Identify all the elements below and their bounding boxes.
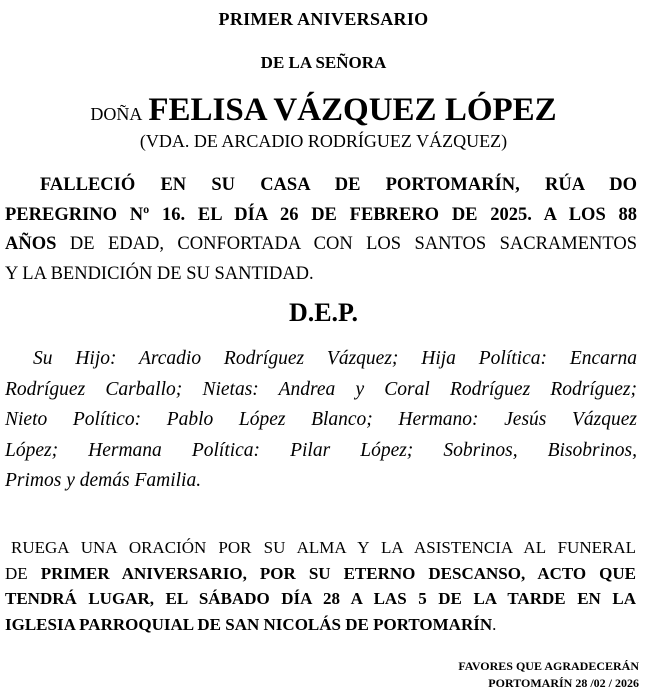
request-line: TENDRÁ LUGAR, EL SÁBADO DÍA 28 A LAS 5 DE LA TARDE EN LA (5, 589, 636, 608)
request-end: . (492, 614, 497, 634)
deceased-name-line (0, 90, 647, 134)
dep-heading: D.E.P. (288, 298, 359, 327)
death-notice-line (5, 230, 637, 260)
request-line: RUEGA UNA ORACIÓN POR SU ALMA Y LA ASISTENCIA AL FUNERAL (11, 538, 636, 557)
funeral-request-paragraph (5, 535, 636, 637)
family-line: Nieto Político: Pablo López Blanco; Hermano: Jesús Vázquez (5, 409, 637, 430)
family-line: Su Hijo: Arcadio Rodríguez Vázquez; Hija Política: Encarna (33, 348, 637, 369)
family-line: Rodríguez Carballo; Nietas: Andrea y Coral Rodríguez Rodríguez; (5, 378, 637, 400)
death-notice-line: Y LA BENDICIÓN DE SU SANTIDAD. (5, 263, 314, 284)
church-name: IGLESIA PARROQUIAL DE SAN NICOLÁS DE PORTOMARÍN (5, 614, 493, 634)
family-line: Primos y demás Familia. (5, 470, 202, 491)
death-notice-line: PEREGRINO Nº 16. EL DÍA 26 DE FEBRERO DE 2025. A LOS 88 (5, 204, 637, 225)
footer-thanks: FAVORES QUE AGRADECERÁN (458, 659, 639, 673)
request-plain: DE (5, 563, 41, 583)
family-line: López; Hermana Política: Pilar López; Sobrinos, Bisobrinos, (5, 439, 637, 461)
death-notice-paragraph (5, 171, 637, 289)
death-notice-rest: DE EDAD, CONFORTADA CON LOS SANTOS SACRAMENTOS (56, 234, 637, 254)
request-bold: PRIMER ANIVERSARIO, POR SU ETERNO DESCANSO, ACTO QUE (40, 563, 637, 583)
death-notice-line: FALLECIÓ EN SU CASA DE PORTOMARÍN, RÚA DO (40, 175, 637, 195)
death-notice-bold-word: AÑOS (5, 234, 57, 254)
footer-place-date: PORTOMARÍN 28 /02 / 2026 (488, 676, 639, 690)
family-paragraph (5, 344, 637, 497)
lady-heading: DE LA SEÑORA (260, 53, 387, 72)
anniversary-heading: PRIMER ANIVERSARIO (218, 9, 429, 29)
request-line (5, 561, 636, 587)
deceased-name: FELISA VÁZQUEZ LÓPEZ (148, 92, 557, 128)
name-prefix: DOÑA (90, 104, 143, 124)
widow-of: (VDA. DE ARCADIO RODRÍGUEZ VÁZQUEZ) (139, 131, 508, 151)
request-line (5, 612, 636, 638)
